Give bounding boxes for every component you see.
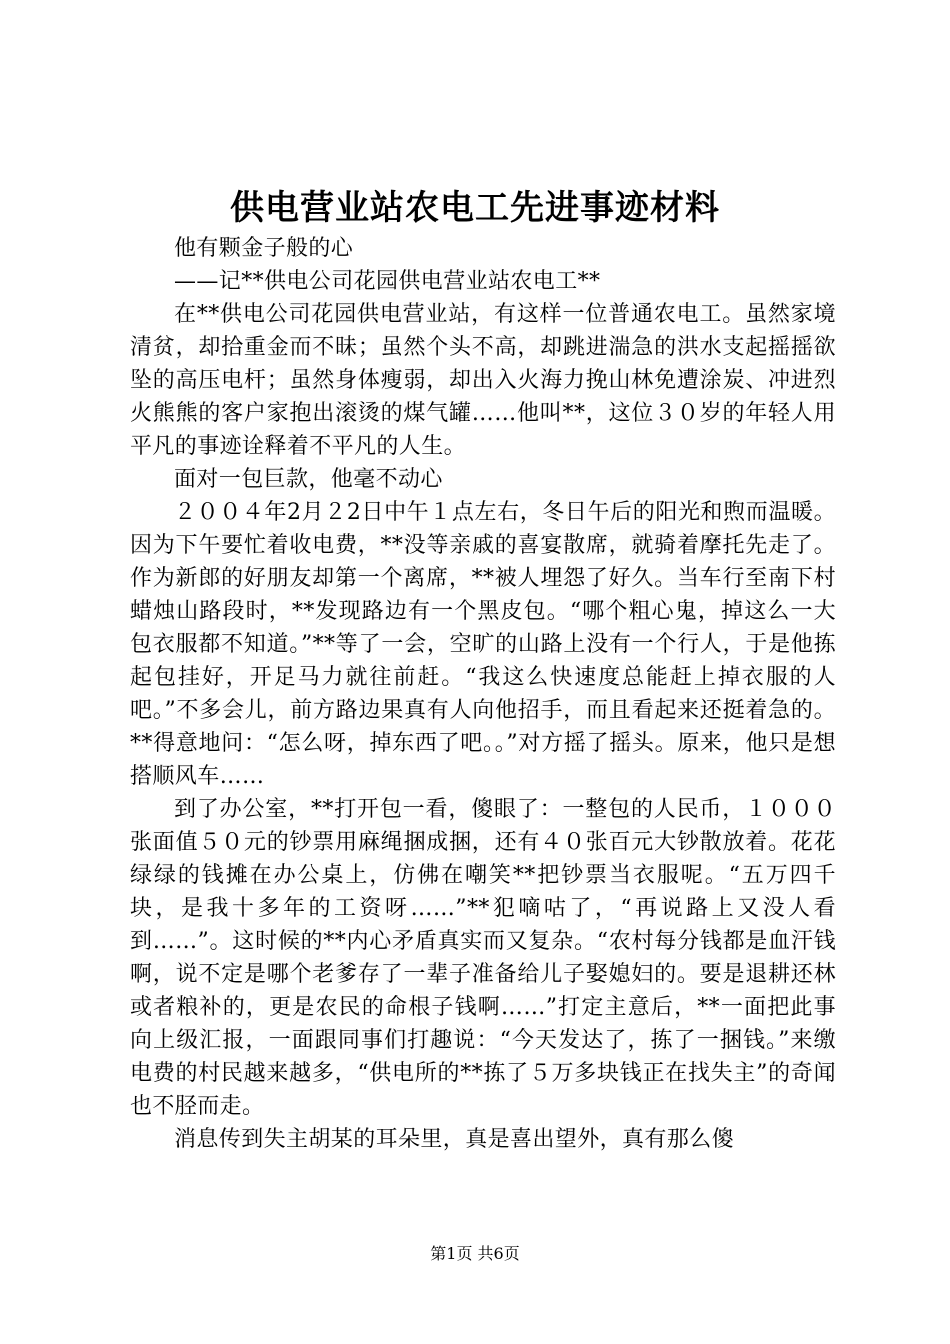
story-paragraph: 消息传到失主胡某的耳朵里，真是喜出望外，真有那么傻	[174, 1127, 735, 1152]
page-number: 第1页 共6页	[430, 1244, 520, 1263]
document-body	[130, 232, 836, 1156]
subtitle-paragraph: 他有颗金子般的心	[174, 236, 354, 261]
section-heading: 面对一包巨款，他毫不动心	[174, 467, 443, 492]
document-title: 供电营业站农电工先进事迹材料	[230, 188, 720, 228]
story-paragraph: ２００４年2月２2日中午１点左右，冬日午后的阳光和煦而温暖。因为下午要忙着收电费，**没等亲戚的喜宴散席，就骑着摩托先走了。作为新郎的好朋友却第一个离席，**被人埋怨了好久。当车行至南下村蜡烛山路段时，**发现路边有一个黑皮包。“哪个粗心鬼，掉这么一大包衣服都不知道。”**等了一会，空旷的山路上没有一个行人，于是他拣起包挂好，开足马力就往前赶。“我这么快速度总能赶上掉衣服的人吧。”不多会儿，前方路边果真有人向他招手，而且看起来还挺着急的。**得意地问：“怎么呀，掉东西了吧。。”对方摇了摇头。原来，他只是想搭顺风车……	[130, 500, 836, 789]
intro-paragraph: 在**供电公司花园供电营业站，有这样一位普通农电工。虽然家境清贫，却拾重金而不昧；虽然个头不高，却跳进湍急的洪水支起摇摇欲坠的高压电杆；虽然身体瘦弱，却出入火海力挽山林免遭涂炭、冲进烈火熊熊的客户家抱出滚烫的煤气罐……他叫**，这位３０岁的年轻人用平凡的事迹诠释着不平凡的人生。	[130, 302, 836, 459]
story-paragraph: 到了办公室，**打开包一看，傻眼了：一整包的人民币，１０００张面值５０元的钞票用麻绳捆成捆，还有４０张百元大钞散放着。花花绿绿的钱摊在办公桌上，仿佛在嘲笑**把钞票当衣服呢。“五万四千块，是我十多年的工资呀……”**犯嘀咕了，“再说路上又没人看到……”。这时候的**内心矛盾真实而又复杂。“农村每分钱都是血汗钱啊，说不定是哪个老爹存了一辈子准备给儿子娶媳妇的。要是退耕还林或者粮补的，更是农民的命根子钱啊……”打定主意后，**一面把此事向上级汇报，一面跟同事们打趣说：“今天发达了，拣了一捆钱。”来缴电费的村民越来越多，“供电所的**拣了５万多块钱正在找失主”的奇闻也不胫而走。	[130, 797, 836, 1119]
byline-paragraph: ——记**供电公司花园供电营业站农电工**	[174, 269, 601, 294]
